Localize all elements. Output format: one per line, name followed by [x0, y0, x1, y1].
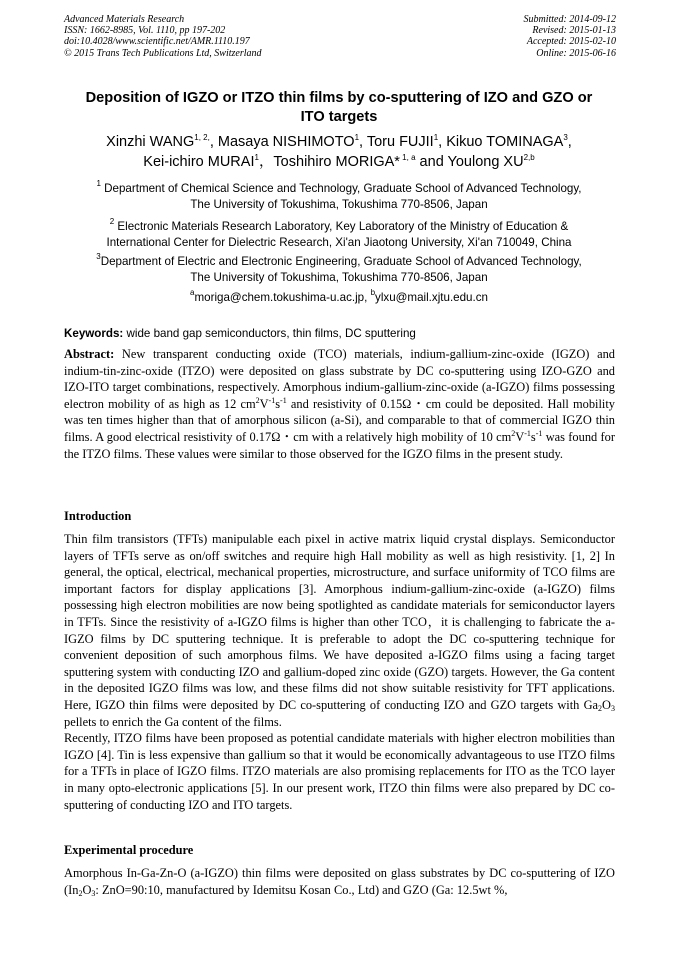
author-affil-mark: 1, a [399, 152, 416, 162]
date-submitted: Submitted: 2014-09-12 [523, 14, 616, 25]
author-affil-mark: 3 [563, 133, 568, 142]
abstract: Abstract: New transparent conducting oxide (TCO) materials, indium-gallium-zinc-oxide (IGZO) and indium-tin-zinc-oxide (ITZO) were deposited on glass substrate by DC co-sputtering using IZO-GZO and IZO-ITO target combinations, respectively. Amorphous indium-gallium-zinc-oxide (a-IGZO) films possessing electron mobility of as high as 12 $cm^2V^{-1}s^{-1}$ and resistivity of 0.15Ω・cm could be deposited. Hall mobility was ten times higher than that of amorphous silicon (a-Si), and comparable to that of commercial IGZO thin films. A good electrical resistivity of 0.17Ω・cm with a relatively high mobility of 10 $cm^2V^{-1}s^{-1}$ was found for the ITZO films. These values were similar to those observed for the IGZO films in the present study. [64, 347, 615, 461]
author-name: Kei-ichiro MURAI [143, 153, 255, 170]
section-heading-introduction: Introduction [64, 509, 132, 523]
author-affil-mark: 1 [354, 133, 360, 142]
author-line-2 [40, 153, 638, 173]
abstract-label: Abstract: [64, 347, 115, 361]
author-emails: $^a$moriga@chem.tokushima-u.ac.jp, $^b$ylxu@mail.xjtu.edu.cn [190, 288, 488, 304]
introduction-body [64, 531, 615, 813]
date-revised: Revised: 2015-01-13 [532, 25, 616, 37]
submission-dates [524, 14, 617, 59]
journal-doi: doi:10.4028/www.scientific.net/AMR.1110.197 [64, 36, 250, 48]
author-name: , Masaya NISHIMOTO [209, 134, 355, 150]
experimental-body: Amorphous In-Ga-Zn-O (a-IGZO) thin films were deposited on glass substrates by DC co-sputtering of IZO ($In_2O_3$: ZnO=90:10, manufactured by Idemitsu Kosan Co., Ltd) and GZO (Ga: 12.5wt %, [64, 866, 615, 898]
date-online: Online: 2015-06-16 [536, 47, 616, 59]
section-heading-experimental: Experimental procedure [64, 843, 194, 857]
author-affil-mark: 1, 2, [194, 133, 210, 142]
keywords [64, 326, 615, 343]
journal-issn: ISSN: 1662-8985, Vol. 1110, pp 197-202 [64, 25, 226, 37]
author-list [40, 133, 638, 172]
keywords-label: Keywords: [64, 327, 124, 340]
author-affil-mark: 1 [254, 152, 259, 162]
paper-title [40, 89, 638, 127]
author-name: , Kikuo TOMINAGA [438, 134, 564, 150]
intro-paragraph-1: Thin film transistors (TFTs) manipulable each pixel in active matrix liquid crystal displays. Semiconductor layers of TFTs serve as on/off switches and require high Hall mobility as well as high resistivity. [1, 2] In general, the optical, electrical, mechanical properties, microstructure, and surface uniformity of TCO films are important factors for display applications [3]. Amorphous indium-gallium-zinc-oxide (a-IGZO) films possessing high electron mobilities are now being spotlighted as candidate materials for semiconductor layers in TFTs. Since the resistivity of a-IGZO films is higher than other TCO，it is challenging to fabricate the a-IGZO films by DC sputtering technique. It is preferable to adopt the DC co-sputtering technique for convenient deposition of such amorphous films. We have deposited a-IGZO films using a facing target sputtering system with conducting IZO and gallium-doped zinc oxide (GZO) targets. However, the Ga content in the deposited IGZO films was low, and these films did not show suitable resistivity for TFT applications. Here, IGZO thin films were deposited by DC co-sputtering of conducting IZO and GZO targets with $Ga_2O_3$ pellets to enrich the Ga content of the films. [64, 532, 615, 729]
journal-info [64, 14, 262, 59]
intro-paragraph-2: Recently, ITZO films have been proposed as potential candidate materials with higher electron mobilities than IGZO [4]. Tin is less expensive than gallium so that it would be economically advantageous to use ITZO films for a TFTs in place of IGZO films. ITZO materials are also promising replacements for ITO as the TCO layer in many opto-electronic applications [5]. In our present work, ITZO thin films were also prepared by DC co-sputtering of conducting IZO and ITO targets. [64, 731, 615, 812]
title-line-1: Deposition of IGZO or ITZO thin films by co-sputtering of IZO and GZO or [85, 90, 593, 106]
author-line-1: Xinzhi $WANG^{1, 2,}$, Masaya NISHIMOTO$^1$, Toru FUJII$^1$, Kikuo TOMINAGA$^3$, [106, 133, 572, 150]
email-link-b[interactable]: ylxu@mail.xjtu.edu.cn [375, 291, 488, 304]
author-name: Xinzhi WANG [106, 134, 195, 150]
author-name: , Toru FUJII [359, 134, 434, 150]
date-accepted: Accepted: 2015-02-10 [526, 36, 616, 48]
email-link-a[interactable]: moriga@chem.tokushima-u.ac.jp, [194, 291, 371, 304]
keywords-text: wide band gap semiconductors, thin films, DC sputtering [123, 327, 416, 340]
author-affil-mark: 2,b [523, 152, 535, 162]
title-line-2: ITO targets [300, 109, 378, 125]
author-affil-mark: 1 [433, 133, 439, 142]
journal-copyright: © 2015 Trans Tech Publications Ltd, Switzerland [64, 47, 262, 59]
affiliation-1: $^1$ Department of Chemical Science and Technology, Graduate School of Advanced Technology, The University of Tokushima, Tokushima 770-8506, Japan [96, 179, 582, 211]
author-name: and Youlong XU [415, 153, 524, 170]
affiliation-2: $^2$ Electronic Materials Research Laboratory, Key Laboratory of the Ministry of Education & International Center for Dielectric Research, Xi'an Jiaotong University, Xi'an 710049, China [106, 217, 572, 249]
journal-name: Advanced Materials Research [64, 14, 185, 25]
author-name: ，Toshihiro MORIGA* [258, 153, 400, 170]
affiliation-3: $^3$Department of Electric and Electronic Engineering, Graduate School of Advanced Technology, The University of Tokushima, Tokushima 770-8506, Japan [96, 252, 582, 284]
